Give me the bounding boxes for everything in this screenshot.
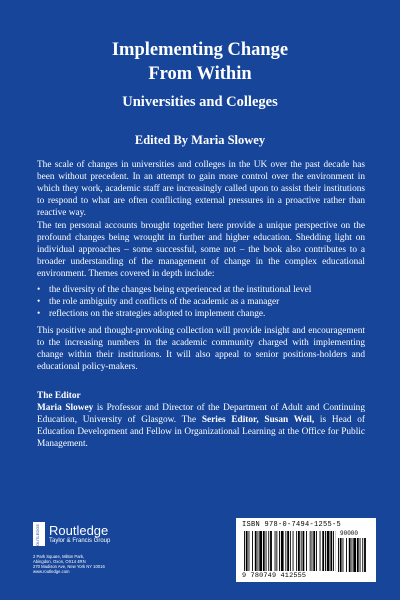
editor-heading: The Editor xyxy=(37,391,81,401)
address-line: www.routledge.com xyxy=(33,569,70,574)
blurb-paragraph-2: The ten personal accounts brought together here provide a unique perspective on the profound changes being wrought in further and higher education. Shedding light on individual approaches – some successful, some not – the book also contributes to a broader understanding of the management of change in the complex educational environment. Themes covered in depth include: xyxy=(37,221,365,279)
edited-by-line: Edited By Maria Slowey xyxy=(134,133,266,147)
publisher-name: Routledge xyxy=(49,523,109,538)
bullet-icon: • xyxy=(37,309,41,319)
price-barcode-icon xyxy=(338,538,368,572)
book-subtitle: Universities and Colleges xyxy=(122,94,278,110)
themes-list-item-text: reflections on the strategies adopted to implement change. xyxy=(49,309,266,319)
publisher-address xyxy=(33,554,105,574)
address-line: 270 Madison Ave, New York NY 10016 xyxy=(33,564,105,569)
blurb-paragraph-3: This positive and thought-provoking collection will provide insight and encouragement to the increasing numbers in the academic community charged with implementing change within their institutions. It will also appeal to senior positions-holders and educational policy-makers. xyxy=(37,326,365,372)
bullet-icon: • xyxy=(37,297,41,307)
isbn-barcode-box xyxy=(236,518,376,582)
bullet-icon: • xyxy=(37,285,41,295)
themes-list-item-text: the diversity of the changes being experienced at the institutional level xyxy=(49,285,312,295)
themes-list-item-text: the role ambiguity and conflicts of the academic as a manager xyxy=(49,297,280,307)
book-title-line-1: Implementing Change xyxy=(111,40,289,60)
price-code: 90000 xyxy=(340,530,359,537)
barcode-number: 9 780749 412555 xyxy=(242,572,307,580)
themes-list-item xyxy=(37,308,365,320)
routledge-mark-icon xyxy=(33,522,45,549)
themes-list xyxy=(37,284,365,320)
routledge-mark-text: ROUTLEDGE xyxy=(35,524,40,549)
themes-list-item xyxy=(37,284,365,296)
themes-list-item xyxy=(37,296,365,308)
editor-bio-text-1: is Professor and Director of the Department of Adult and Continuing Education, University of Glasgow. The xyxy=(37,403,365,425)
editor-bio xyxy=(37,390,365,450)
isbn-text: ISBN 978-0-7494-1255-5 xyxy=(242,521,342,529)
editor-bio-text-2: is Head of Education Development and Fellow in Organizational Learning at the Office for Public Management. xyxy=(37,415,365,449)
series-editor-label: Series Editor, Susan Weil, xyxy=(201,415,315,425)
address-line: 2 Park Square, Milton Park, xyxy=(33,554,85,559)
barcode-icon xyxy=(244,531,336,571)
book-title-line-2: From Within xyxy=(148,64,252,84)
publisher-tagline: Taylor & Francis Group xyxy=(49,538,111,544)
blurb-paragraph-1: The scale of changes in universities and colleges in the UK over the past decade has been without precedent. In an attempt to gain more control over the environment in which they work, academic staff are increasingly called upon to assist their institutions to respond to what are often conflicting external pressures in a proactive rather than reactive way. xyxy=(37,160,365,218)
address-line: Abingdon, Oxon, OX14 4RN xyxy=(33,559,86,564)
editor-name: Maria Slowey xyxy=(37,403,94,413)
